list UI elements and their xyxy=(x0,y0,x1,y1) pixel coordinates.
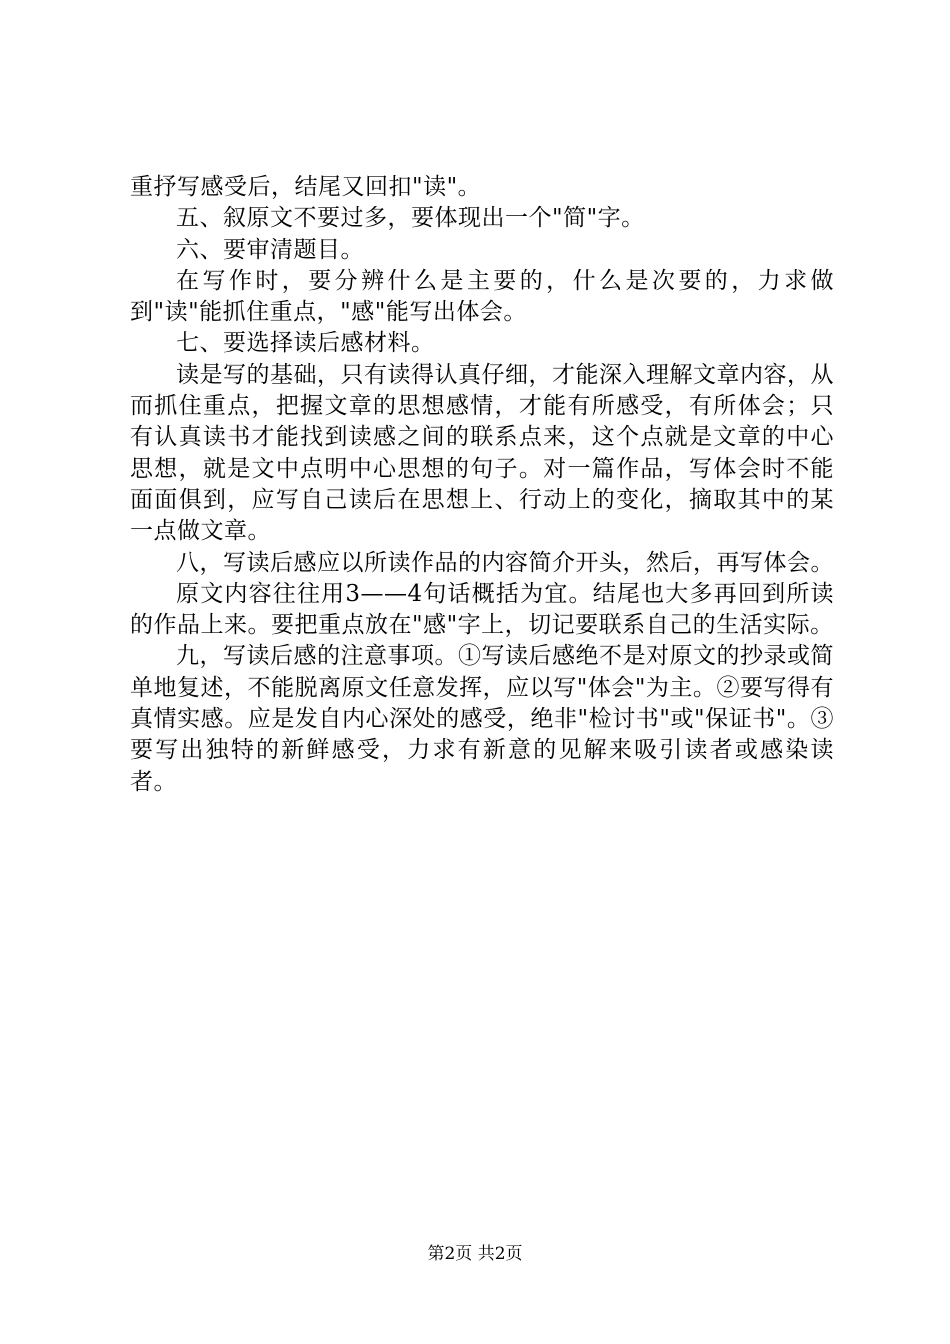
paragraph-1: 重抒写感受后，结尾又回扣"读"。 xyxy=(130,174,482,200)
paragraph-4: 在写作时，要分辨什么是主要的，什么是次要的，力求做到"读"能抓住重点，"感"能写出体会。 xyxy=(130,267,834,326)
paragraph-5: 七、要选择读后感材料。 xyxy=(176,330,435,357)
paragraph-3: 六、要审清题目。 xyxy=(176,236,364,263)
paragraph-8: 原文内容往往用3——4句话概括为宜。结尾也大多再回到所读的作品上来。要把重点放在"感"字上，切记要联系自己的生活实际。 xyxy=(130,580,834,639)
paragraph-6: 读是写的基础，只有读得认真仔细，才能深入理解文章内容，从而抓住重点，把握文章的思想感情，才能有所感受，有所体会；只有认真读书才能找到读感之间的联系点来，这个点就是文章的中心思想，就是文中点明中心思想的句子。对一篇作品，写体会时不能面面俱到，应写自己读后在思想上、行动上的变化，摘取其中的某一点做文章。 xyxy=(130,361,834,545)
page-number-footer: 第2页 共2页 xyxy=(427,1244,523,1264)
paragraph-7: 八，写读后感应以所读作品的内容简介开头，然后，再写体会。 xyxy=(176,549,834,576)
paragraph-2: 五、叙原文不要过多，要体现出一个"简"字。 xyxy=(176,205,645,232)
document-body xyxy=(130,172,834,798)
paragraph-9: 九，写读后感的注意事项。①写读后感绝不是对原文的抄录或简单地复述，不能脱离原文任意发挥，应以写"体会"为主。②要写得有真情实感。应是发自内心深处的感受，绝非"检讨书"或"保证书"。③要写出独特的新鲜感受，力求有新意的见解来吸引读者或感染读者。 xyxy=(130,643,834,795)
